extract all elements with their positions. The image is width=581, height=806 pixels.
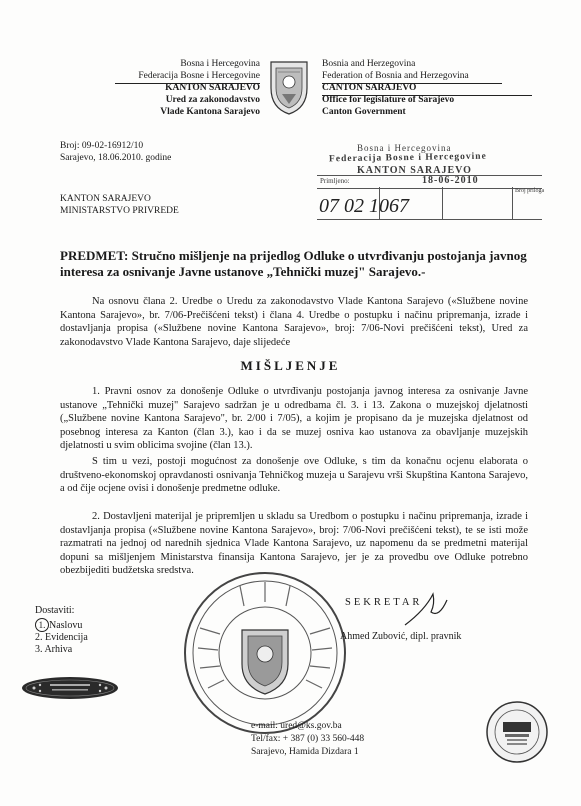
recipient-canton: KANTON SARAJEVO <box>60 194 151 204</box>
header-right-federation: Federation of Bosnia and Herzegovina <box>322 71 469 81</box>
subject-heading: PREDMET: Stručno mišljenje na prijedlog Odluke o utvrđivanju postojanja javnog interesa za osnivanje Javne ustanove „Tehnički muzej" Sarajevo.- <box>60 248 527 279</box>
recipient-ministry: MINISTARSTVO PRIVREDE <box>60 206 179 216</box>
coat-of-arms-emblem <box>268 58 310 116</box>
stamp-date-value: 18-06-2010 <box>422 175 479 186</box>
award-badge-logo <box>20 675 120 701</box>
header-right-rule-2 <box>322 95 532 96</box>
body-paragraph-1: 1. Pravni osnov za donošenje Odluke o utvrđivanju postojanja javnog interesa za osnivanje Javne ustanove „Tehnički muzej" Sarajevo sadržan je u odredbama čl. 3. i 13. Zakona o muzejskoj djelatnosti („Službene novine Kantona Sarajevo", br. 2/00 i 7/05), a kojim je propisano da je muzejska djelatnost od posebnog interesa za Kanton (član 3.), kao i da se muzej osniva kao ustanova za obavljanje muzejskih djelatnosti u svim oblicima svojine (član 13.). <box>60 386 528 451</box>
distribution-item: 3. Arhiva <box>35 644 73 655</box>
handwritten-signature <box>395 590 455 630</box>
header-left-federation: Federacija Bosne i Hercegovine <box>138 71 260 81</box>
recipient <box>60 193 179 217</box>
stamp-country: Bosna i Hercegovina <box>357 143 452 153</box>
distribution-list <box>35 605 88 656</box>
body-paragraph-2: S tim u vezi, postoji mogućnost za donošenje ove Odluke, s tim da konačnu ocjenu elaborata o društveno-ekonomskoj opravdanosti osnivanja Tehničkog muzeja u Sarajevu vrši Skupština Kantona Sarajevo, a od čije ocjene ovisi i donošenje predmetne odluke. <box>60 456 528 494</box>
header-right <box>322 58 522 118</box>
distribution-heading: Dostaviti: <box>35 605 75 616</box>
contact-email: e-mail: ured@ks.gov.ba <box>251 721 342 731</box>
header-left-government: Vlade Kantona Sarajevo <box>160 107 260 117</box>
stamp-grid-divider <box>442 187 443 219</box>
intro-paragraph: Na osnovu člana 2. Uredbe o Uredu za zakonodavstvo Vlade Kantona Sarajevo («Službene novine Kantona Sarajevo», br. 7/06-Prečišćeni tekst) i člana 4. Uredbe o postupku i načinu pripremanja, izrade i dostavljanja propisa («Službene novine Kantona Sarajevo», broj: 7/06-Novi prečišćeni tekst), Ured za zakonodavstvo Vlade Kantona Sarajevo, daje slijedeće <box>60 296 528 348</box>
header-left-office: Ured za zakonodavstvo <box>165 95 260 105</box>
header-right-office: Office for legislature of Sarajevo <box>322 95 455 105</box>
document-meta <box>60 140 171 164</box>
header-left-rule <box>115 83 260 84</box>
header-right-government: Canton Government <box>322 107 406 117</box>
document-number: Broj: 09-02-16912/10 <box>60 141 144 151</box>
official-round-stamp <box>180 568 350 738</box>
body-paragraph-3: 2. Dostavljeni materijal je pripremljen u skladu sa Uredbom o postupku i načinu pripremanja, izrade i dostavljanja propisa («Službene novine Kantona Sarajevo», broj: 7/06-Novi prečišćeni tekst), te se isti može razmatrati na jednoj od narednih sjednica Vlade Kantona Sarajevo, uz napomenu da se predmetni materijal dopuni sa mišljenjem Ministarstva finansija Kantona Sarajevo, jer je za provedbu ove Odluke potrebno obezbijediti budžetska sredstva. <box>60 511 528 576</box>
stamp-grid-divider <box>512 187 513 219</box>
signature-title: SEKRETAR <box>345 597 423 608</box>
contact-block <box>251 720 364 759</box>
header-left-canton: KANTON SARAJEVO <box>165 83 260 93</box>
stamp-broj-label: Broj priloga <box>515 188 545 194</box>
distribution-item: 2. Evidencija <box>35 632 88 643</box>
header-right-canton: CANTON SARAJEVO <box>322 83 417 93</box>
tuv-certification-logo <box>485 700 549 764</box>
distribution-item-label: Naslovu <box>49 620 83 631</box>
received-stamp <box>317 143 545 225</box>
header-left-country: Bosna i Hercegovina <box>180 59 260 69</box>
header-right-country: Bosnia and Herzegovina <box>322 59 416 69</box>
signatory-name: Ahmed Zubović, dipl. pravnik <box>340 631 462 642</box>
header-left <box>60 58 260 118</box>
opinion-title: MIŠLJENJE <box>240 358 341 373</box>
header-right-rule <box>322 83 502 84</box>
stamp-canton: KANTON SARAJEVO <box>357 165 472 176</box>
stamp-handwritten-number: 07 02 1067 <box>319 195 409 217</box>
stamp-date-label: Primljeno: <box>320 177 350 185</box>
contact-phone: Tel/fax: + 387 (0) 33 560-448 <box>251 734 365 744</box>
distribution-item <box>35 618 88 632</box>
contact-address: Sarajevo, Hamida Dizdara 1 <box>251 747 359 757</box>
document-date: Sarajevo, 18.06.2010. godine <box>60 153 172 163</box>
stamp-federation: Federacija Bosne i Hercegovine <box>328 151 487 165</box>
distribution-item-number: 1. <box>35 618 49 632</box>
